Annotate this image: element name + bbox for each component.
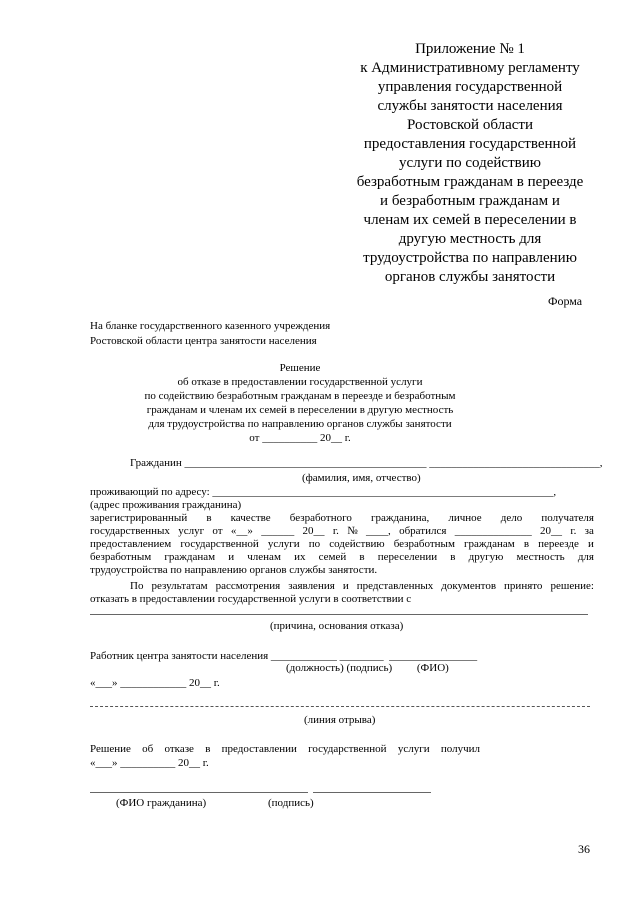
received-date[interactable]: «___» __________ 20__ г. (90, 757, 209, 769)
application-word: услуг (178, 525, 205, 537)
address-field[interactable]: проживающий по адресу: ______________________________________________________________, (90, 486, 557, 498)
body-word: переезде (538, 538, 579, 550)
body-word: по (308, 538, 321, 550)
received-word: государственной (308, 743, 387, 755)
reason-field[interactable] (90, 614, 588, 615)
decision-title: Решение (279, 362, 321, 374)
employee-signature-line[interactable]: Работник центра занятости населения ____________ ________ ________________ (90, 650, 478, 662)
body-word: в (359, 551, 365, 563)
result-word: принято (504, 580, 543, 592)
body-word: услуги (267, 538, 300, 550)
body-word: переселении (377, 551, 438, 563)
letterhead-line: На бланке государственного казенного учреждения (90, 320, 331, 332)
application-word: г. (332, 525, 339, 537)
registration-word: качестве (230, 512, 271, 524)
received-word: отказе (164, 743, 194, 755)
decision-subtitle-line: гражданам и членам их семей в переселении в другую местность (146, 404, 454, 416)
body-word: безработным (90, 551, 152, 563)
application-word: от (212, 525, 223, 537)
appendix-line: другую местность для (398, 231, 542, 247)
citizen-signature-caption: (подпись) (268, 797, 314, 809)
body-word: семей (318, 551, 347, 563)
registration-word: дело (500, 512, 523, 524)
application-word: обратился (399, 525, 447, 537)
application-line[interactable] (90, 525, 594, 537)
received-word: об (142, 743, 154, 755)
registration-word: безработного (289, 512, 352, 524)
application-word[interactable]: «__» (230, 525, 253, 537)
body-word: для (577, 551, 594, 563)
body-line: трудоустройства по направлению органов службы занятости. (90, 564, 378, 576)
appendix-line: услуги по содействию (399, 155, 541, 171)
received-word: Решение (90, 743, 131, 755)
body-word: другую (468, 551, 504, 563)
body-word: государственной (180, 538, 259, 550)
body-line (90, 538, 594, 550)
result-word: По (130, 580, 144, 592)
appendix-line: управления государственной (377, 79, 563, 95)
registration-word: получателя (541, 512, 594, 524)
body-line (90, 551, 594, 563)
result-line (130, 580, 594, 592)
result-word: результатам (151, 580, 208, 592)
citizen-signature-field[interactable] (313, 792, 431, 793)
appendix-line: Ростовской области (407, 117, 533, 133)
received-word: предоставлении (221, 743, 297, 755)
application-word: № (347, 525, 358, 537)
body-word: гражданам (164, 551, 216, 563)
appendix-line: органов службы занятости (384, 269, 556, 285)
received-word: в (205, 743, 211, 755)
appendix-line: трудоустройства по направлению (363, 250, 577, 266)
appendix-line: и безработным гражданам и (380, 193, 560, 209)
citizen-field[interactable]: Гражданин ____________________________________________ _______________________________, (130, 457, 603, 469)
decision-subtitle-line: по содействию безработным гражданам в переезде и безработным (144, 390, 456, 402)
decision-subtitle-line: для трудоустройства по направлению органов службы занятости (148, 418, 452, 430)
application-word[interactable]: ______________ (454, 525, 532, 537)
application-word[interactable]: 20__ (540, 525, 563, 537)
application-word: за (584, 525, 594, 537)
body-word: предоставлением (90, 538, 172, 550)
cut-line-caption: (линия отрыва) (304, 714, 376, 726)
citizen-name-caption: (ФИО гражданина) (116, 797, 207, 809)
body-word: в (523, 538, 530, 550)
body-word: членам (247, 551, 281, 563)
cut-line (90, 706, 590, 707)
registration-word: гражданина, (370, 512, 430, 524)
appendix-line: к Административному регламенту (360, 60, 580, 76)
body-word: и (228, 551, 235, 563)
appendix-line: безработным гражданам в переезде (356, 174, 584, 190)
employee-date[interactable]: «___» ____________ 20__ г. (90, 677, 220, 689)
body-word: и (588, 538, 594, 550)
application-word: государственных (90, 525, 170, 537)
registration-line (90, 512, 594, 524)
appendix-line: Приложение № 1 (415, 41, 525, 57)
body-word: гражданам (464, 538, 515, 550)
appendix-line: службы занятости населения (377, 98, 563, 114)
body-word: безработным (393, 538, 455, 550)
body-word: местность (516, 551, 565, 563)
appendix-line: предоставления государственной (363, 136, 577, 152)
result-word: заявления (288, 580, 335, 592)
registration-word: зарегистрированный (90, 512, 188, 524)
application-word[interactable]: ______ (261, 525, 295, 537)
decision-subtitle-line: об отказе в предоставлении государственной услуги (177, 376, 423, 388)
result-word: представленных (356, 580, 434, 592)
refuse-line: отказать в предоставлении государственной услуги в соответствии с (90, 593, 412, 605)
decision-date-line: от __________ 20__ г. (249, 432, 351, 444)
employee-caption: (должность) (подпись) (ФИО) (286, 662, 449, 674)
reason-caption: (причина, основания отказа) (270, 620, 404, 632)
letterhead-line: Ростовской области центра занятости населения (90, 335, 317, 347)
form-label: Форма (548, 294, 583, 308)
application-word[interactable]: ____, (366, 525, 391, 537)
body-word: содействию (329, 538, 385, 550)
received-line (90, 743, 480, 755)
appendix-line: членам их семей в переселении в (363, 212, 577, 228)
result-word: документов (441, 580, 497, 592)
registration-word: личное (448, 512, 482, 524)
received-word: услуги (397, 743, 430, 755)
body-word: их (294, 551, 306, 563)
result-word: решение: (550, 580, 594, 592)
received-word: получил (440, 743, 480, 755)
application-word[interactable]: 20__ (302, 525, 325, 537)
page-number: 36 (578, 842, 590, 856)
citizen-name-field[interactable] (90, 792, 308, 793)
body-word: в (450, 551, 456, 563)
citizen-caption: (фамилия, имя, отчество) (302, 472, 421, 484)
result-word: рассмотрения (215, 580, 281, 592)
address-caption: (адрес проживания гражданина) (90, 499, 242, 511)
result-word: и (342, 580, 349, 592)
application-word: г. (570, 525, 577, 537)
registration-word: в (206, 512, 212, 524)
